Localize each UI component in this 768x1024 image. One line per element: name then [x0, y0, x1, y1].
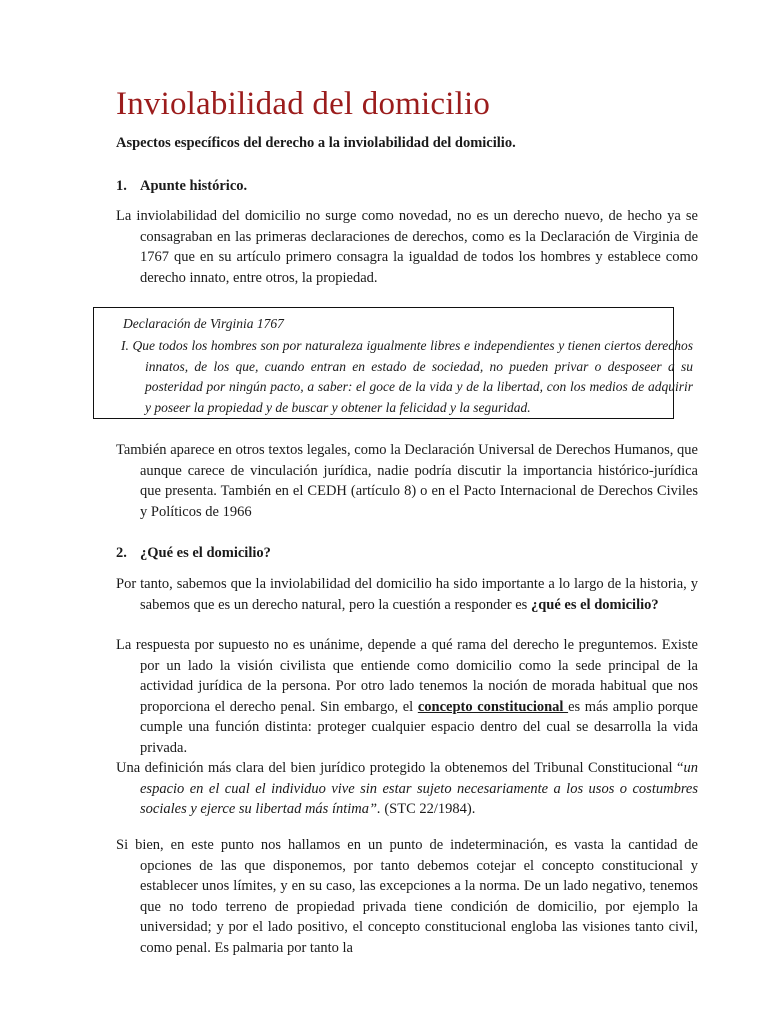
section-2-title: ¿Qué es el domicilio?: [140, 545, 271, 561]
paragraph-history: La inviolabilidad del domicilio no surge como novedad, no es un derecho nuevo, de hecho ya se consagraban en las primeras declaraciones de derechos, como es la Declaración de Virginia de 1767 que en su artículo primero consagra la igualdad de todos los hombres y establece como derecho innato, entre otros, la propiedad.: [116, 208, 698, 286]
section-1-title: Apunte histórico.: [140, 178, 248, 194]
section-2-heading: [116, 545, 271, 562]
paragraph-definition-before: Una definición más clara del bien jurídico protegido la obtenemos del Tribunal Constitucional “: [116, 760, 684, 776]
quote-title: Declaración de Virginia 1767: [123, 316, 284, 331]
section-1-number: 1.: [116, 178, 127, 194]
paragraph-definition: [116, 758, 698, 820]
paragraph-answer-after: es más amplio porque cumple una función distinta: proteger cualquier espacio dentro del cual se desarrolla la vida privada.: [140, 698, 698, 756]
section-2-number: 2.: [116, 545, 127, 561]
paragraph-indetermination: Si bien, en este punto nos hallamos en un punto de indeterminación, es vasta la cantidad de opciones de las que disponemos, por tanto debemos cotejar el concepto constitucional y establecer unos límites, y en su caso, las excepciones a la norma. De un lado negativo, tenemos que no todo terreno de propiedad privada tiene condición de domicilio, por ejemplo la universidad; y por el lado positivo, el concepto constitucional engloba las visiones tanto civil, como penal. Es palmaria por tanto la: [116, 837, 698, 956]
concepto-constitucional-highlight: concepto constitucional: [417, 698, 569, 715]
paragraph-legal-texts: También aparece en otros textos legales, como la Declaración Universal de Derechos Humanos, que aunque carece de vinculación jurídica, nadie podría discutir la importancia histórico-jurídica que presenta. También en el CEDH (artículo 8) o en el Pacto Internacional de Derechos Civiles y Políticos de 1966: [116, 442, 698, 520]
section-1-heading: [116, 178, 247, 195]
page-title: Inviolabilidad del domicilio: [116, 86, 491, 122]
quote-text: I. Que todos los hombres son por naturaleza igualmente libres e independientes y tienen ciertos derechos innatos, de los que, cuando entran en estado de sociedad, no pueden privar o desposeer a su posteridad por ningún pacto, a saber: el goce de la vida y de la libertad, con los medios de adquirir y poseer la propiedad y de buscar y obtener la felicidad y la seguridad.: [121, 338, 693, 415]
subtitle: Aspectos específicos del derecho a la inviolabilidad del domicilio.: [116, 135, 516, 151]
question-bold: ¿qué es el domicilio?: [530, 596, 659, 613]
paragraph-question: [116, 574, 698, 615]
paragraph-definition-after: (STC 22/1984).: [380, 801, 476, 817]
definition-quote: un espacio en el cual el individuo vive sin estar sujeto necesariamente a los usos o costumbres sociales y ejerce su libertad más íntima”.: [140, 760, 698, 817]
paragraph-question-text: Por tanto, sabemos que la inviolabilidad del domicilio ha sido importante a lo largo de la historia, y sabemos que es un derecho natural, pero la cuestión a responder es: [116, 576, 698, 613]
paragraph-answer: [116, 635, 698, 758]
quote-box: [93, 307, 693, 419]
paragraph-answer-before: La respuesta por supuesto no es unánime, depende a qué rama del derecho le preguntemos. Existe por un lado la visión civilista que entiende como domicilio como la sede principal de la actividad jurídica de la persona. Por otro lado tenemos la noción de morada habitual que nos proporciona el derecho penal. Sin embargo, el: [116, 637, 698, 715]
